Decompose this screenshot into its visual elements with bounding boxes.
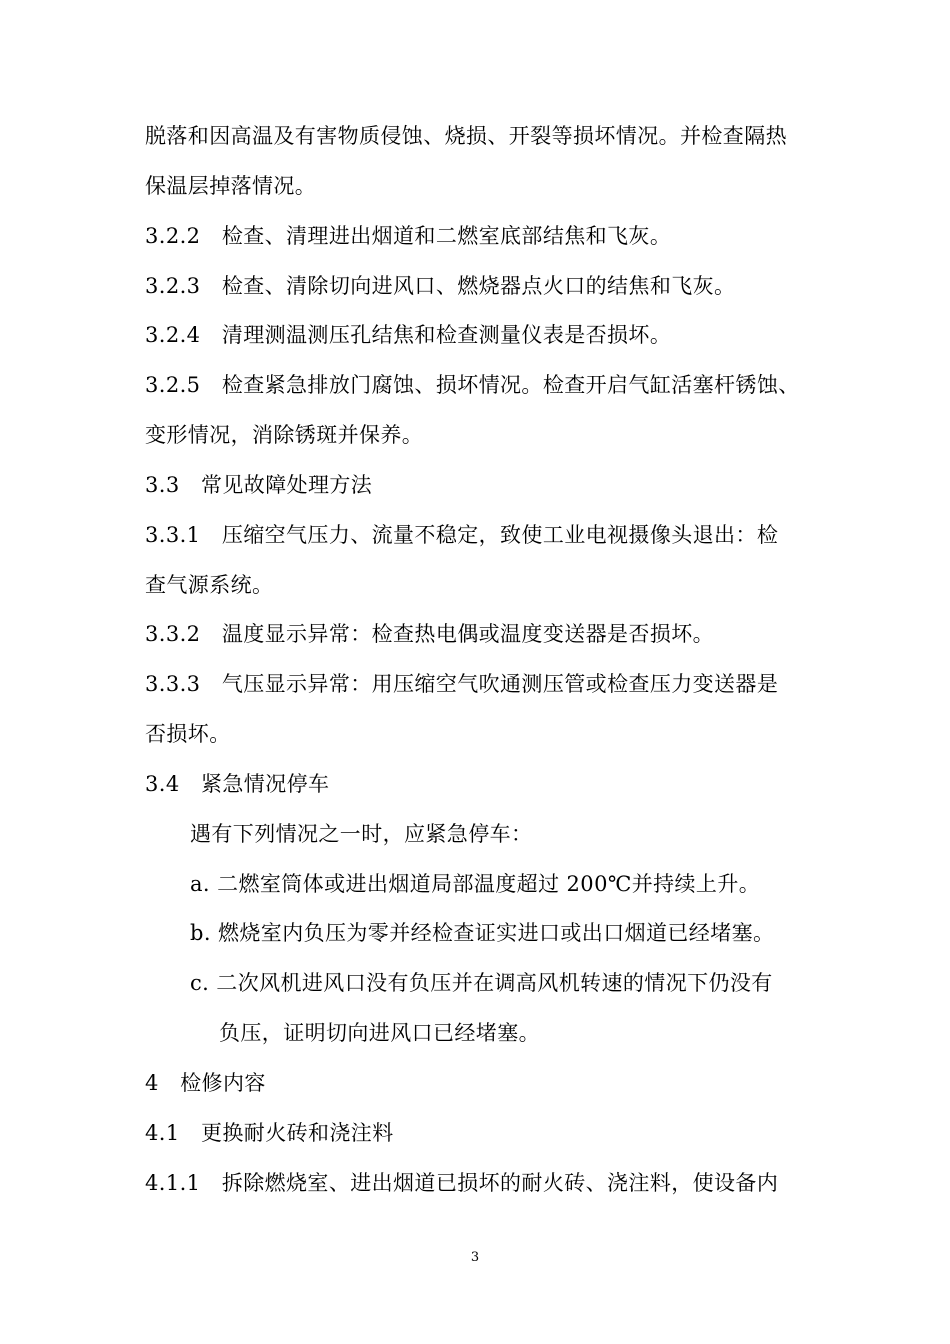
section-line-3-3-2: 3.3.2 温度显示异常：检查热电偶或温度变送器是否损坏。	[145, 622, 715, 646]
list-item-b: b. 燃烧室内负压为零并经检查证实进口或出口烟道已经堵塞。	[190, 921, 775, 945]
paragraph-line: 脱落和因高温及有害物质侵蚀、烧损、开裂等损坏情况。并检查隔热	[145, 124, 787, 148]
section-line-3-2-5: 3.2.5 检查紧急排放门腐蚀、损坏情况。检查开启气缸活塞杆锈蚀、	[145, 373, 800, 397]
section-heading-3-4: 3.4 紧急情况停车	[145, 772, 330, 796]
list-item-c-continued: 负压，证明切向进风口已经堵塞。	[219, 1021, 540, 1045]
paragraph-line: 保温层掉落情况。	[145, 174, 317, 198]
page-number: 3	[470, 1250, 480, 1265]
section-heading-4-1: 4.1 更换耐火砖和浇注料	[145, 1121, 394, 1145]
section-line-3-3-1: 3.3.1 压缩空气压力、流量不稳定，致使工业电视摄像头退出：检	[145, 523, 779, 547]
paragraph-line: 变形情况，消除锈斑并保养。	[145, 423, 424, 447]
section-heading-4: 4 检修内容	[145, 1071, 266, 1095]
list-item-c: c. 二次风机进风口没有负压并在调高风机转速的情况下仍没有	[190, 971, 773, 995]
paragraph-line: 遇有下列情况之一时，应紧急停车：	[190, 822, 533, 846]
section-line-3-2-2: 3.2.2 检查、清理进出烟道和二燃室底部结焦和飞灰。	[145, 224, 672, 248]
section-line-3-3-3: 3.3.3 气压显示异常：用压缩空气吹通测压管或检查压力变送器是	[145, 672, 779, 696]
list-item-a: a. 二燃室筒体或进出烟道局部温度超过 200℃并持续上升。	[190, 872, 761, 896]
section-line-3-2-4: 3.2.4 清理测温测压孔结焦和检查测量仪表是否损坏。	[145, 323, 672, 347]
paragraph-line: 否损坏。	[145, 722, 231, 746]
section-line-3-2-3: 3.2.3 检查、清除切向进风口、燃烧器点火口的结焦和飞灰。	[145, 274, 736, 298]
section-line-4-1-1: 4.1.1 拆除燃烧室、进出烟道已损坏的耐火砖、浇注料，使设备内	[145, 1171, 779, 1195]
section-heading-3-3: 3.3 常见故障处理方法	[145, 473, 373, 497]
paragraph-line: 查气源系统。	[145, 573, 274, 597]
